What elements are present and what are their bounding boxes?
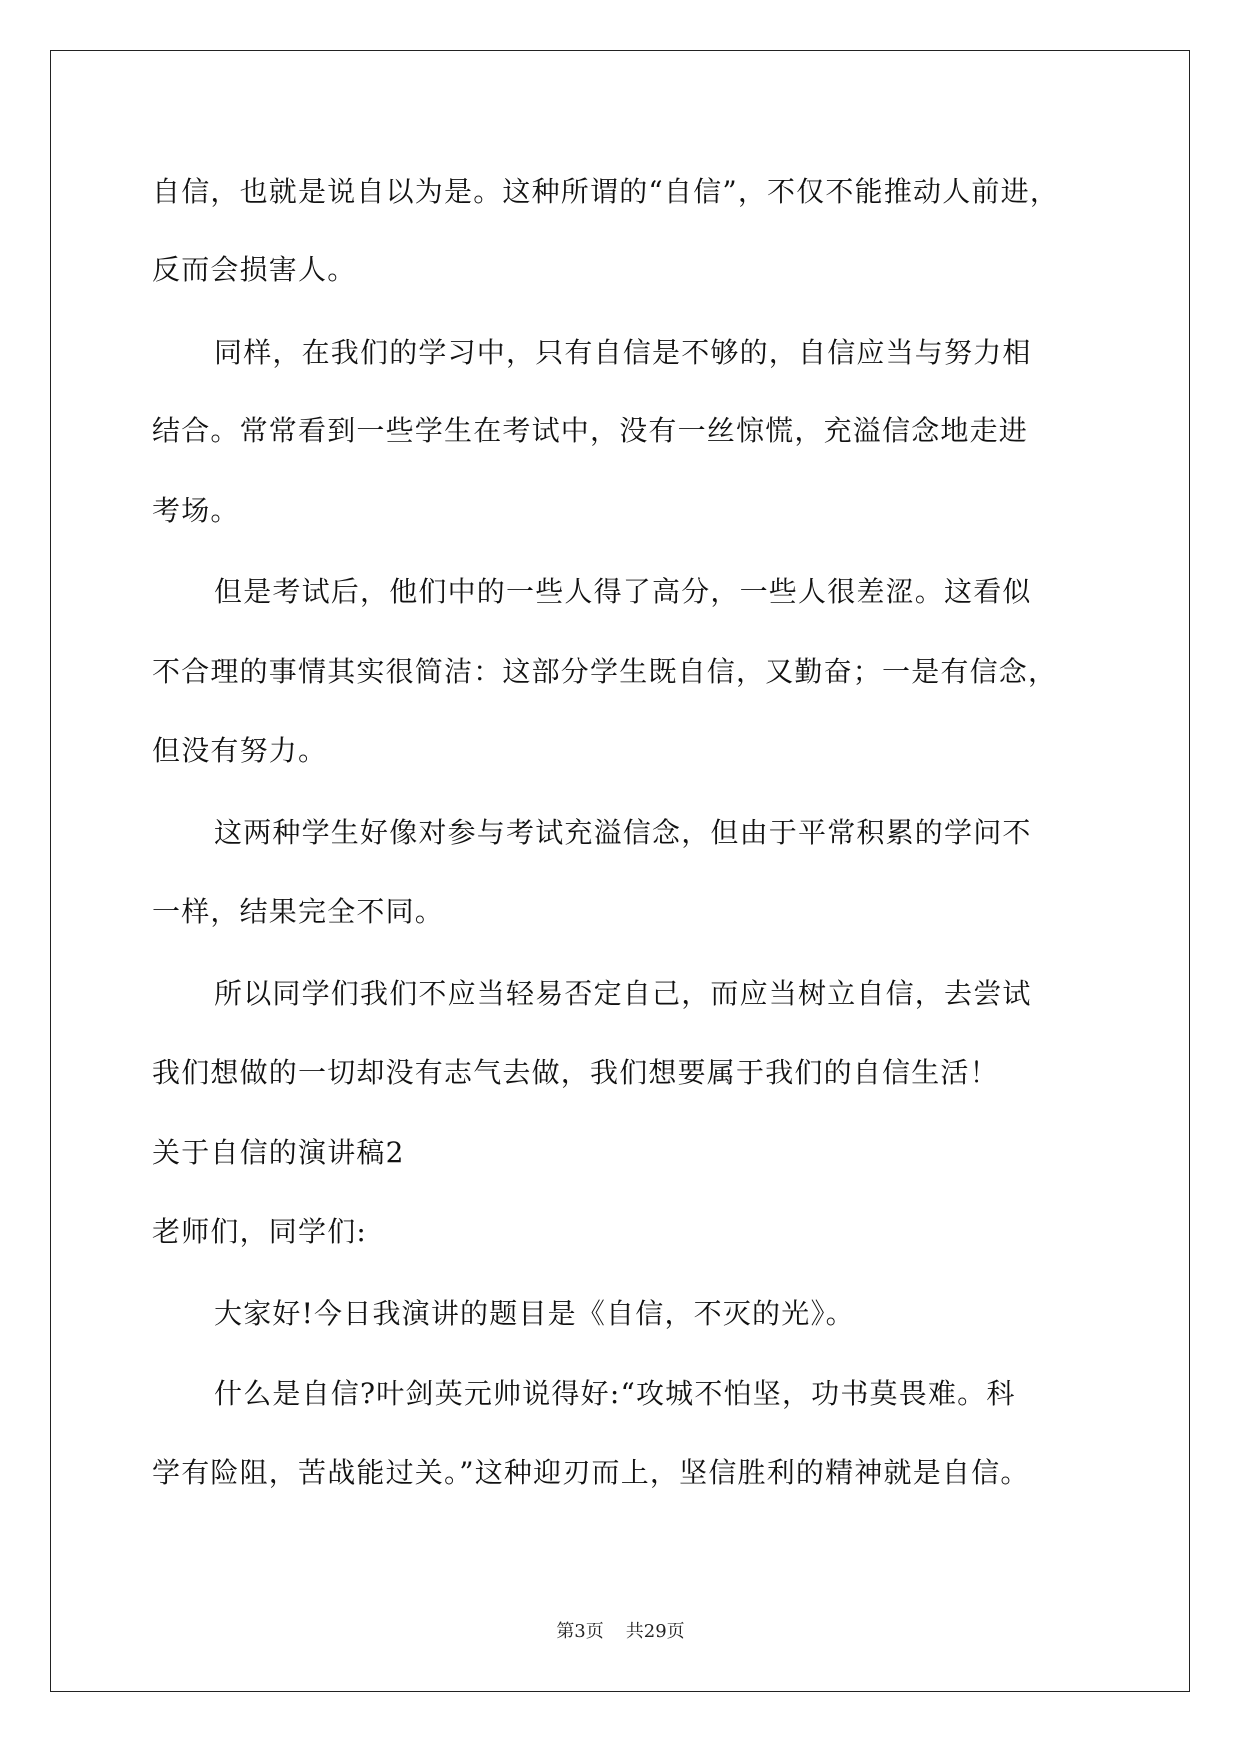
text-line: 什么是自信?叶剑英元帅说得好:“攻城不怕坚，功书莫畏难。科	[214, 1377, 1016, 1410]
page-border	[50, 50, 1190, 1692]
page-number: 第3页	[556, 1621, 604, 1642]
text-line: 考场。	[152, 494, 240, 527]
text-line: 学有险阻，苦战能过关。”这种迎刃而上，坚信胜利的精神就是自信。	[152, 1456, 1030, 1489]
text-line: 但是考试后，他们中的一些人得了高分，一些人很差涩。这看似	[214, 575, 1032, 608]
text-line: 所以同学们我们不应当轻易否定自己，而应当树立自信，去尝试	[214, 977, 1032, 1010]
text-line: 这两种学生好像对参与考试充溢信念，但由于平常积累的学问不	[214, 816, 1032, 849]
text-line: 老师们，同学们:	[152, 1215, 368, 1248]
text-line: 自信，也就是说自以为是。这种所谓的“自信”，不仅不能推动人前进，	[152, 175, 1060, 208]
text-line: 不合理的事情其实很简洁：这部分学生既自信，又勤奋；一是有信念，	[152, 655, 1058, 688]
text-line: 反而会损害人。	[152, 253, 357, 286]
page-total: 共29页	[625, 1621, 685, 1642]
page-footer	[0, 1620, 1241, 1644]
text-line: 结合。常常看到一些学生在考试中，没有一丝惊慌，充溢信念地走进	[152, 414, 1029, 447]
section-heading: 关于自信的演讲稿2	[152, 1136, 405, 1169]
text-line: 我们想做的一切却没有志气去做，我们想要属于我们的自信生活！	[152, 1056, 999, 1089]
text-line: 但没有努力。	[152, 734, 328, 767]
text-line: 同样，在我们的学习中，只有自信是不够的，自信应当与努力相	[214, 336, 1032, 369]
text-line: 大家好!今日我演讲的题目是《自信，不灭的光》。	[214, 1297, 855, 1330]
text-line: 一样，结果完全不同。	[152, 895, 445, 928]
